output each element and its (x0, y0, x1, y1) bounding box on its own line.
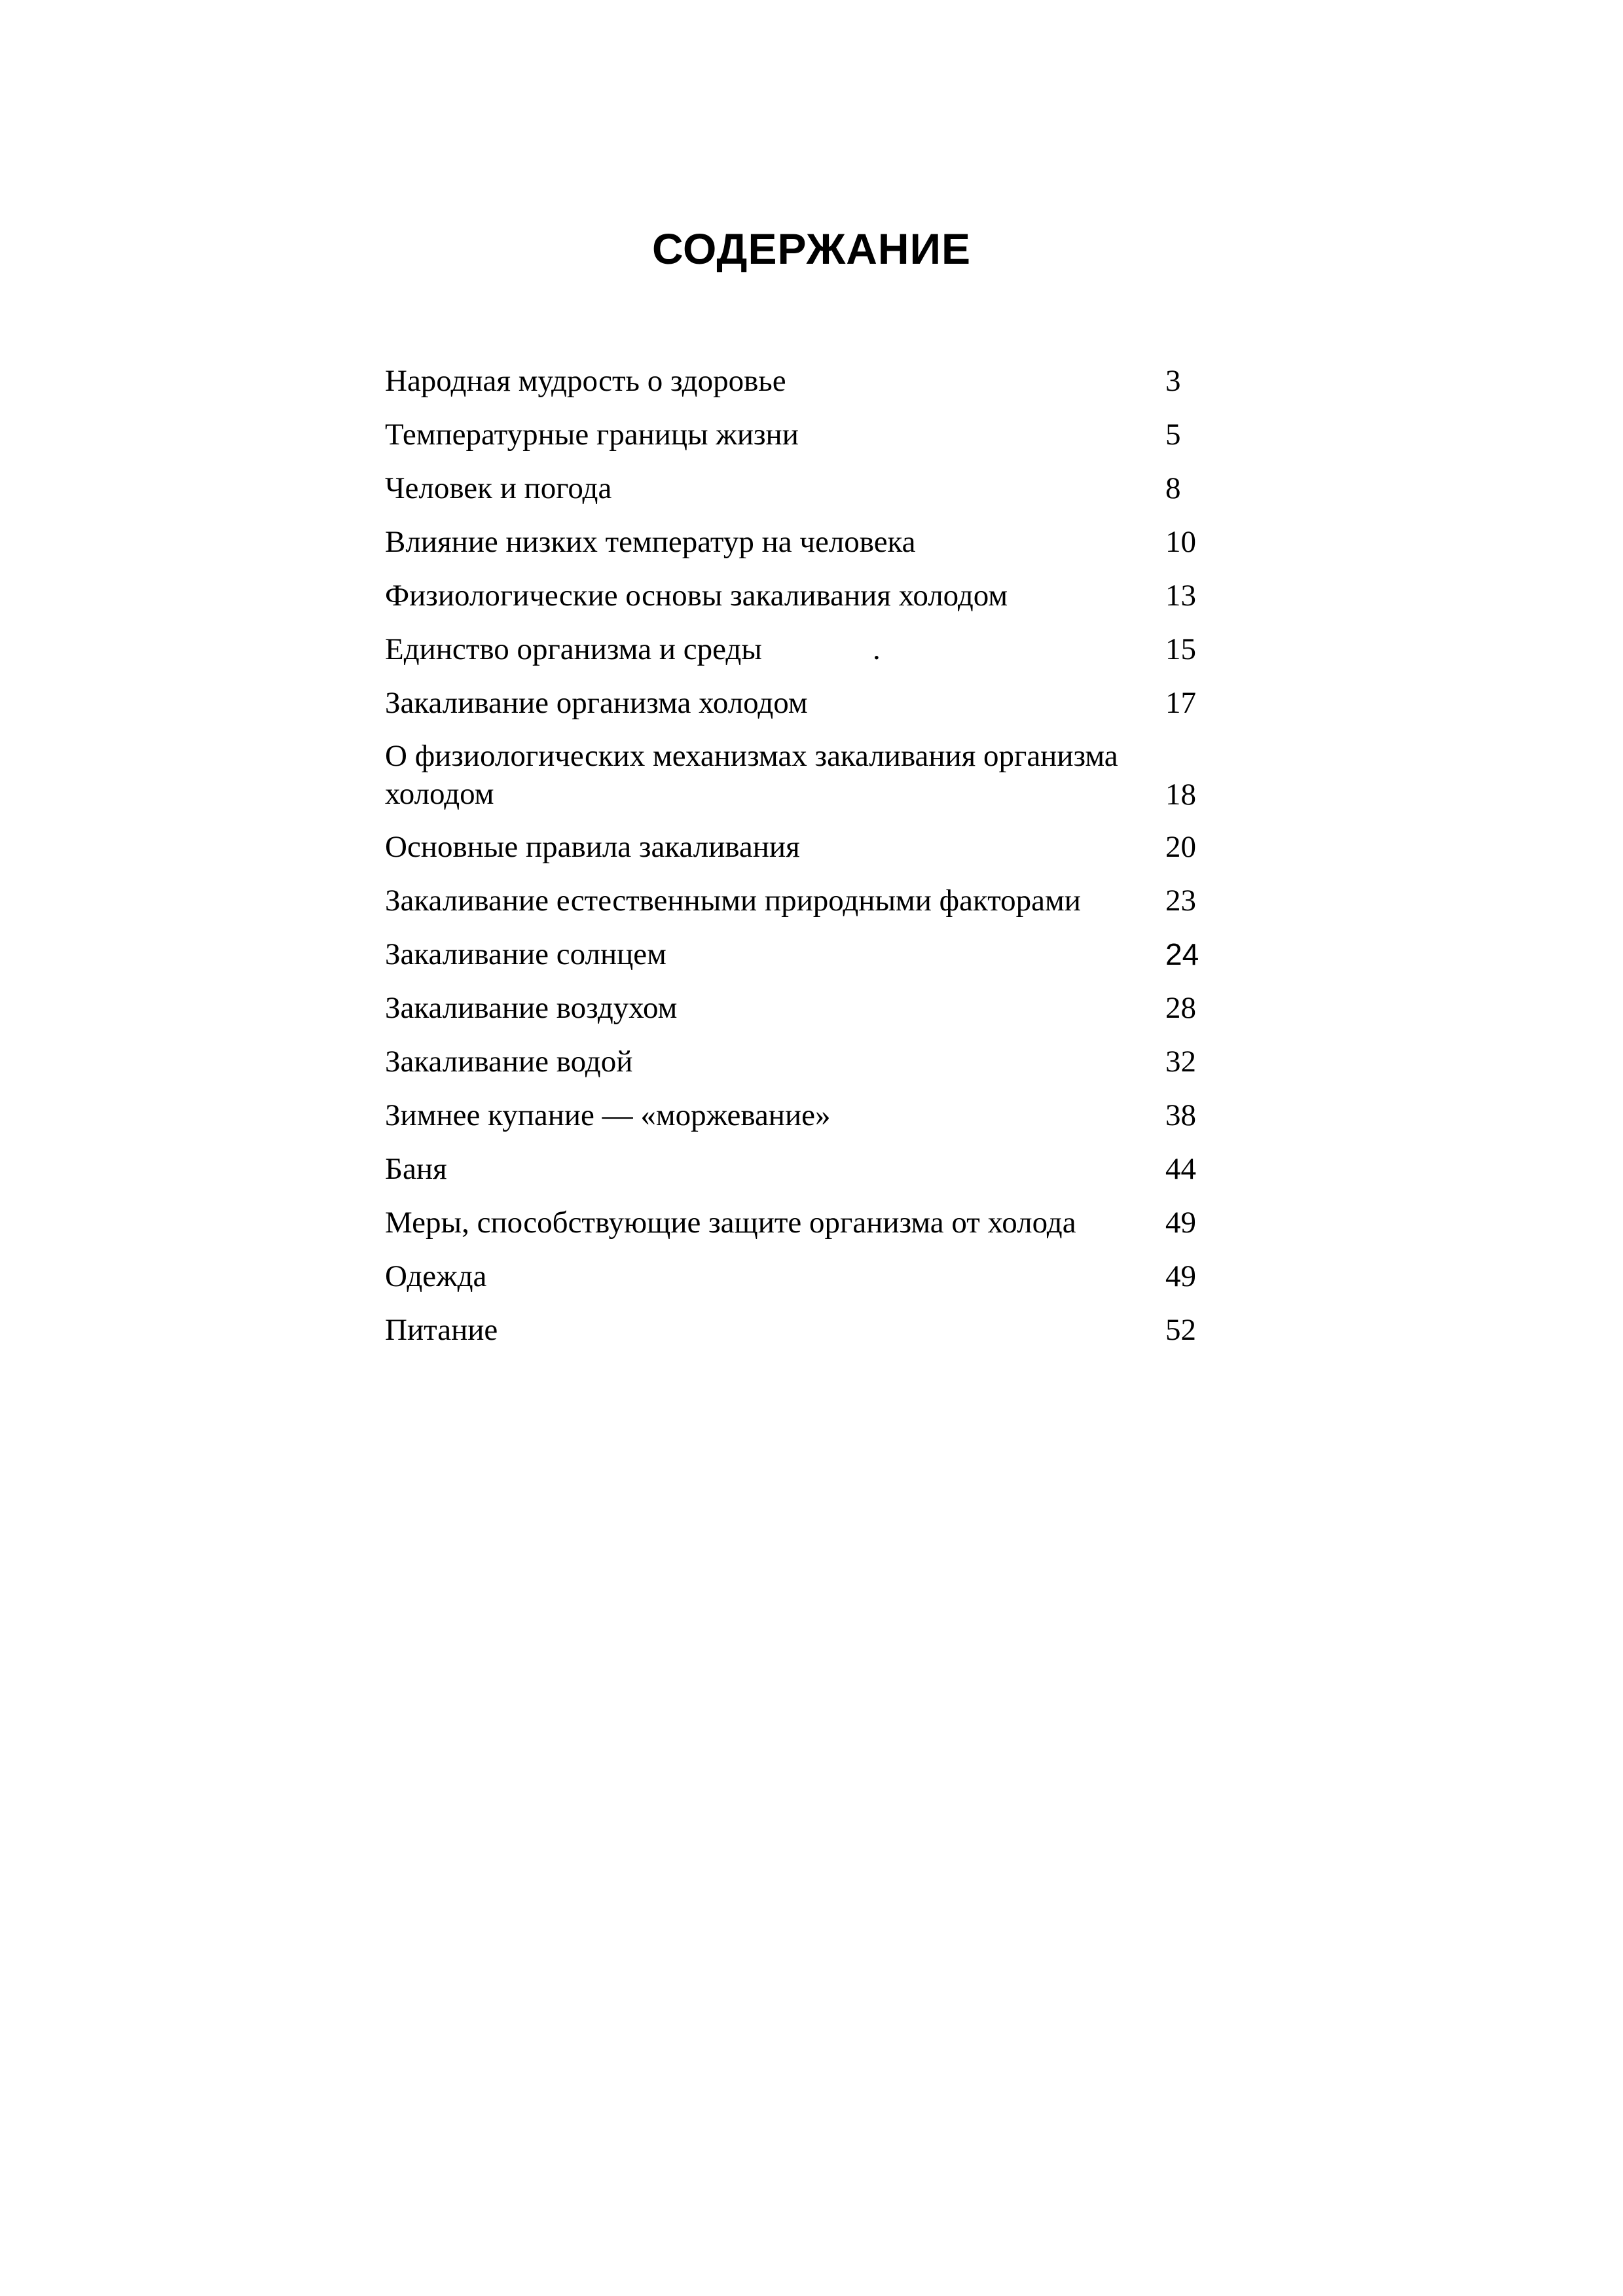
toc-entry-page: 38 (1165, 1098, 1196, 1132)
toc-entry (385, 415, 1223, 469)
toc-entry-title: Питание (385, 1313, 498, 1347)
toc-entry-title: О физиологических механизмах закаливания организма холодом (385, 739, 1118, 811)
toc-entry-page: 24 (1165, 937, 1199, 971)
toc-entry-page: 28 (1165, 991, 1196, 1025)
toc-entry-title: Меры, способствующие защите организма от холода (385, 1206, 1076, 1240)
toc-entry (385, 827, 1223, 881)
toc-entry-title: Человек и погода (385, 471, 612, 505)
toc-entry-page: 17 (1165, 686, 1196, 720)
toc-entry-page: 49 (1165, 1259, 1196, 1293)
toc-entry (385, 1310, 1223, 1364)
toc-entry (385, 522, 1223, 576)
toc-entry (385, 881, 1223, 935)
toc-entry-title: Баня (385, 1152, 447, 1186)
toc-entry (385, 361, 1223, 415)
toc-entry (385, 576, 1223, 630)
toc-entry (385, 737, 1223, 827)
toc-entry-title: Закаливание организма холодом (385, 686, 808, 720)
toc-entry-title: Физиологические основы закаливания холодом (385, 579, 1008, 613)
toc-entry-title: Основные правила закаливания (385, 830, 800, 864)
toc-entry-page: 10 (1165, 525, 1196, 559)
toc-entry-title: Народная мудрость о здоровье (385, 364, 786, 398)
toc-entry-page: 52 (1165, 1313, 1196, 1347)
toc-entry-page: 8 (1165, 471, 1181, 505)
toc-entry-title: Единство организма и среды (385, 632, 762, 666)
toc-entry (385, 935, 1223, 988)
toc-entry-page: 13 (1165, 579, 1196, 613)
toc-entry-page: 20 (1165, 830, 1196, 864)
toc-entry-title: Температурные границы жизни (385, 418, 799, 452)
toc-entry-title: Влияние низких температур на человека (385, 525, 916, 559)
toc-entry-page: 15 (1165, 632, 1196, 666)
toc-entry-title: Закаливание естественными природными факторами (385, 884, 1081, 918)
toc-entry-page: 23 (1165, 884, 1196, 918)
toc-entry-page: 5 (1165, 418, 1181, 452)
toc-entry-page: 44 (1165, 1152, 1196, 1186)
toc-entry (385, 988, 1223, 1042)
page-title: СОДЕРЖАНИЕ (651, 224, 972, 273)
toc-entry-title: Закаливание водой (385, 1045, 633, 1079)
toc-entry (385, 683, 1223, 737)
toc-entry-title: Закаливание воздухом (385, 991, 678, 1025)
stray-mark: . (873, 632, 881, 666)
toc-entry-page: 49 (1165, 1206, 1196, 1240)
toc-entry-page: 18 (1165, 778, 1196, 812)
toc-entry-page: 3 (1165, 364, 1181, 398)
toc-entry-page: 32 (1165, 1045, 1196, 1079)
toc-entry (385, 630, 1223, 683)
table-of-contents (385, 361, 1223, 1364)
toc-entry (385, 1257, 1223, 1310)
toc-entry-title: Закаливание солнцем (385, 937, 666, 971)
toc-entry (385, 469, 1223, 522)
toc-entry (385, 1096, 1223, 1149)
toc-entry (385, 1203, 1223, 1257)
toc-entry (385, 1042, 1223, 1096)
toc-entry-title: Одежда (385, 1259, 487, 1293)
toc-entry-title: Зимнее купание — «моржевание» (385, 1098, 831, 1132)
toc-entry (385, 1149, 1223, 1203)
